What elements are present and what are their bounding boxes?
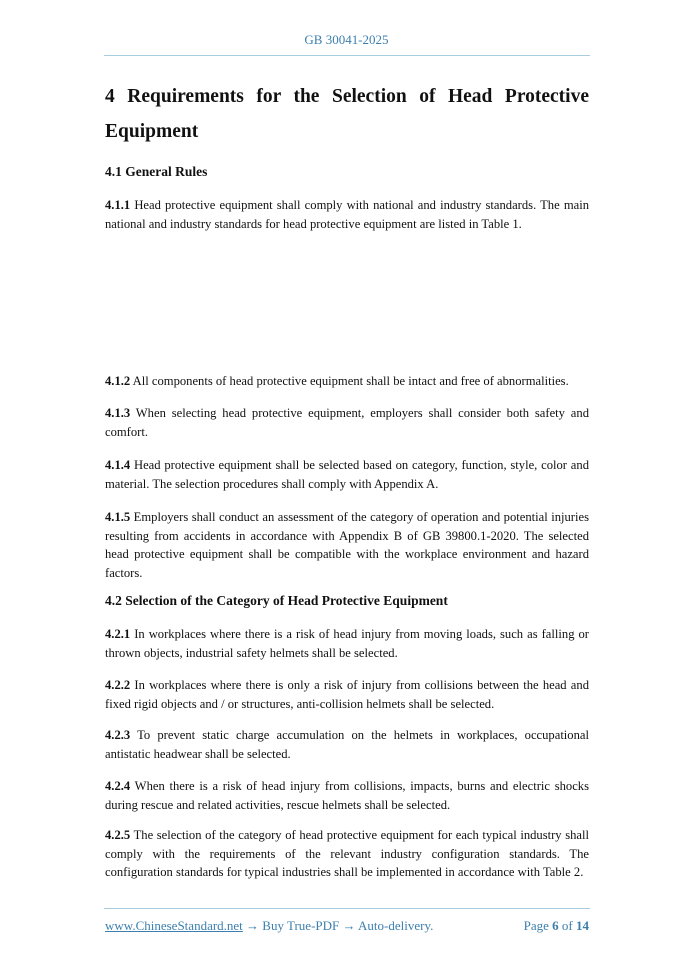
clause-number: 4.1.1 (105, 198, 131, 212)
clause-text: Head protective equipment shall be selected based on category, function, style, color and material. The selection procedures shall comply with Appendix A. (105, 458, 589, 491)
footer-promo (105, 918, 433, 934)
page-label: Page (523, 918, 553, 933)
clause-text: In workplaces where there is only a risk of injury from collisions between the head and fixed rigid objects and / or structures, anti-collision helmets shall be selected. (105, 678, 589, 711)
section-4-1-title: 4.1 General Rules (105, 164, 208, 179)
clause-number: 4.2.2 (105, 678, 131, 692)
clause-number: 4.2.5 (105, 828, 131, 842)
clause-4-2-3 (105, 726, 589, 763)
header-doc-id: GB 30041-2025 (304, 32, 389, 47)
page-indicator (524, 918, 589, 934)
clause-number: 4.1.5 (105, 510, 131, 524)
clause-4-2-5 (105, 826, 589, 882)
clause-number: 4.1.2 (105, 374, 131, 388)
clause-4-1-5 (105, 508, 589, 582)
clause-text: Head protective equipment shall comply with national and industry standards. The main national and industry standards for head protective equipment are listed in Table 1. (105, 198, 589, 231)
section-4-title (105, 79, 589, 149)
clause-number: 4.2.3 (105, 728, 131, 742)
page-of-label: of (558, 918, 576, 933)
clause-number: 4.2.4 (105, 779, 131, 793)
section-4-2-title: 4.2 Selection of the Category of Head Protective Equipment (105, 593, 448, 608)
clause-number: 4.1.3 (105, 406, 131, 420)
footer (105, 918, 589, 934)
clause-text: All components of head protective equipment shall be intact and free of abnormalities. (130, 374, 569, 388)
clause-number: 4.2.1 (105, 627, 131, 641)
website-link[interactable]: www.ChineseStandard.net (105, 918, 243, 933)
clause-4-2-4 (105, 777, 589, 814)
title-line-2: Equipment (105, 121, 199, 142)
clause-4-2-2 (105, 676, 589, 713)
clause-text: The selection of the category of head protective equipment for each typical industry shall comply with the requirements of the relevant industry configuration standards. The configuration standards for typical industries shall be implemented in accordance with Table 2. (105, 828, 589, 880)
page-total: 14 (576, 918, 589, 933)
clause-text: In workplaces where there is a risk of head injury from moving loads, such as falling or thrown objects, industrial safety helmets shall be selected. (105, 627, 589, 660)
clause-4-1-4 (105, 456, 589, 493)
clause-4-2-1 (105, 625, 589, 662)
clause-4-1-3 (105, 404, 589, 441)
clause-text: When selecting head protective equipment, employers shall consider both safety and comfort. (105, 406, 589, 439)
clause-text: Employers shall conduct an assessment of the category of operation and potential injuries resulting from accidents in accordance with Appendix B of GB 39800.1-2020. The selected head protective equipment shall be compatible with the workplace environment and hazard factors. (105, 510, 589, 580)
footer-divider (104, 908, 590, 909)
clause-4-1-2 (105, 372, 589, 391)
header-divider (104, 55, 590, 56)
promo-text: → Buy True-PDF → Auto-delivery. (242, 918, 434, 933)
clause-text: When there is a risk of head injury from collisions, impacts, burns and electric shocks during rescue and related activities, rescue helmets shall be selected. (105, 779, 589, 812)
title-line-1: 4 Requirements for the Selection of Head Protective (105, 86, 589, 107)
page-number: 6 (552, 918, 559, 933)
clause-number: 4.1.4 (105, 458, 131, 472)
clause-4-1-1 (105, 196, 589, 233)
clause-text: To prevent static charge accumulation on the helmets in workplaces, occupational antistatic headwear shall be selected. (105, 728, 589, 761)
